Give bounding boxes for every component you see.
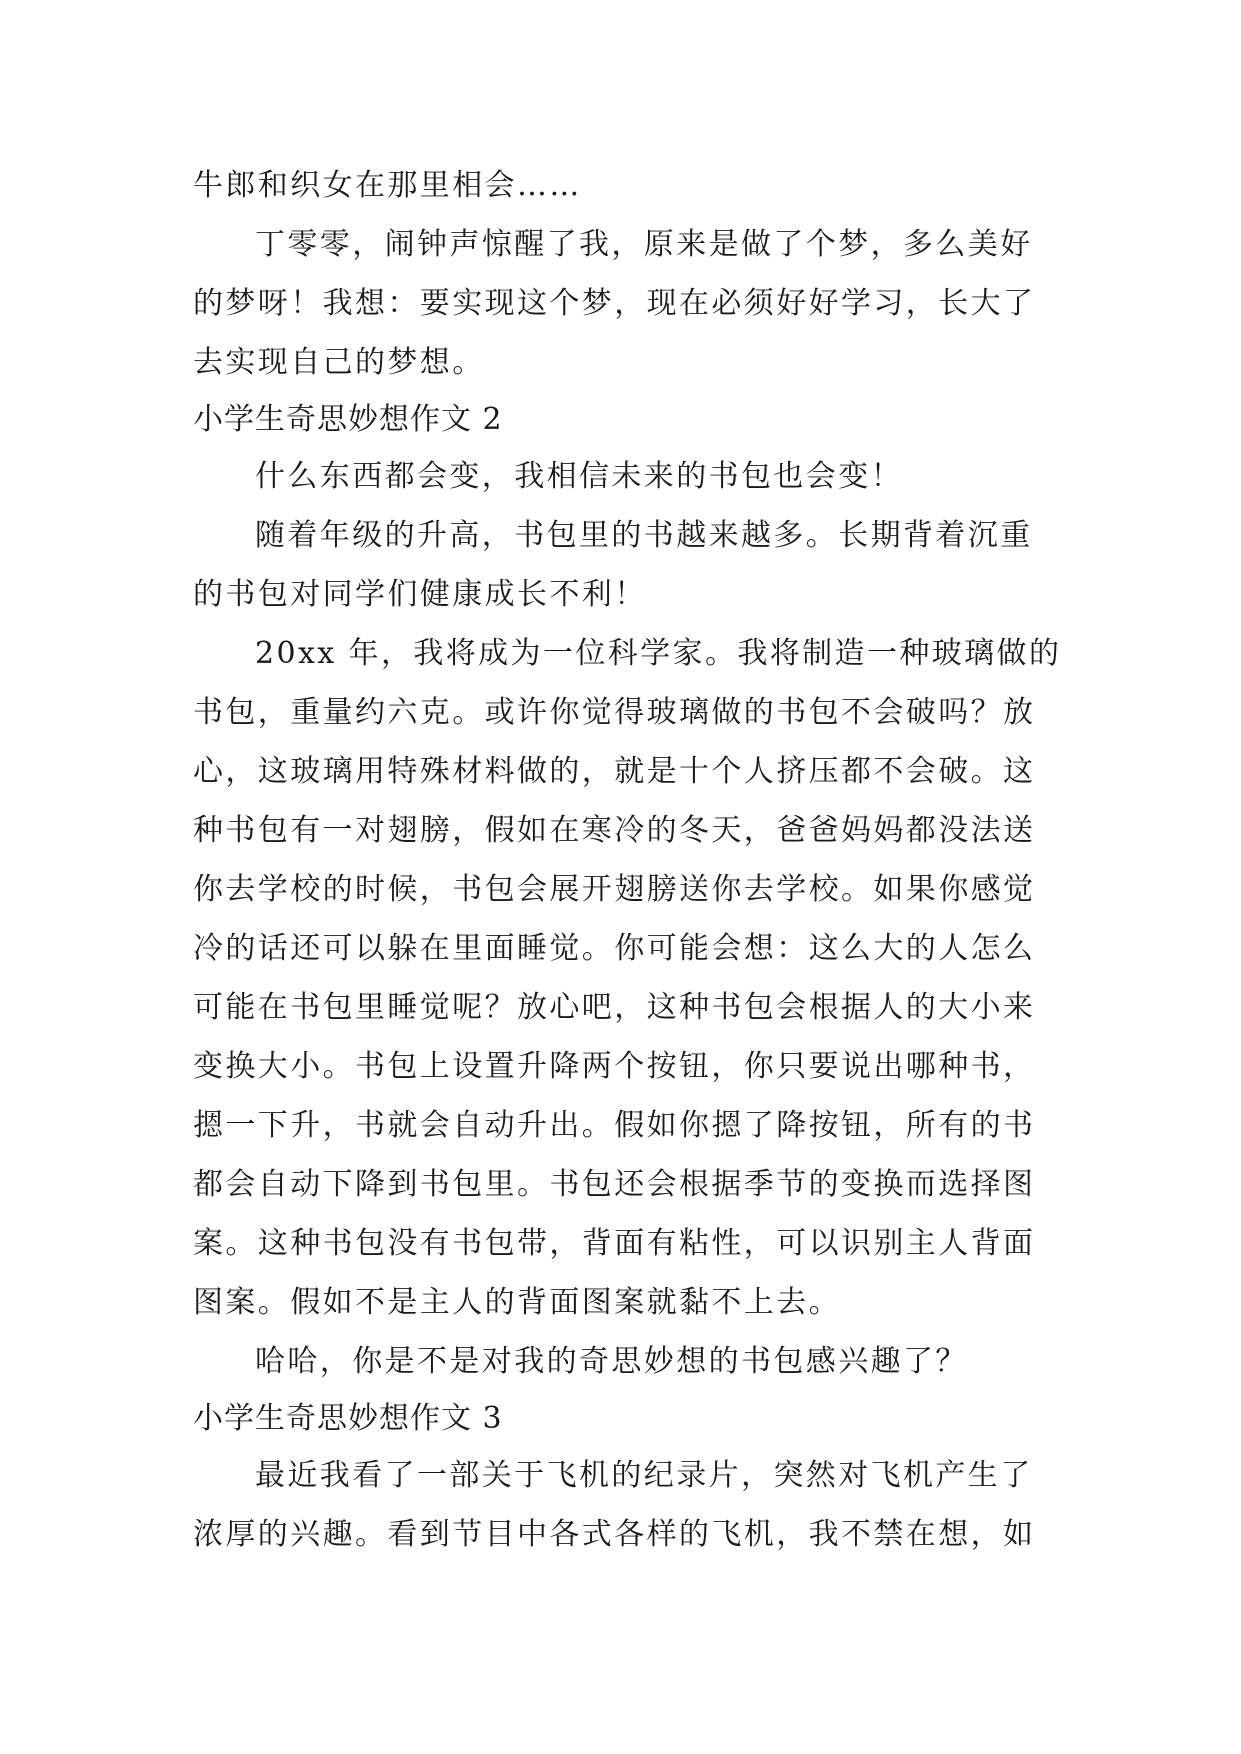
paragraph-line: 20xx 年，我将成为一位科学家。我将制造一种玻璃做的 — [255, 636, 1062, 671]
paragraph-line: 随着年级的升高，书包里的书越来越多。长期背着沉重 — [255, 518, 1033, 553]
paragraph-line: 心，这玻璃用特殊材料做的，就是十个人挤压都不会破。这 — [193, 754, 1036, 789]
paragraph-line: 种书包有一对翅膀，假如在寒冷的冬天，爸爸妈妈都没法送 — [193, 813, 1036, 848]
paragraph-line: 都会自动下降到书包里。书包还会根据季节的变换而选择图 — [193, 1167, 1036, 1202]
section-heading: 小学生奇思妙想作文 2 — [193, 402, 503, 437]
paragraph-line: 图案。假如不是主人的背面图案就黏不上去。 — [193, 1285, 841, 1320]
paragraph-line: 的梦呀！我想：要实现这个梦，现在必须好好学习，长大了 — [193, 286, 1036, 321]
paragraph-line: 变换大小。书包上设置升降两个按钮，你只要说出哪种书， — [193, 1049, 1036, 1084]
paragraph-line: 丁零零，闹钟声惊醒了我，原来是做了个梦，多么美好 — [255, 227, 1033, 262]
paragraph-line: 浓厚的兴趣。看到节目中各式各样的飞机，我不禁在想，如 — [193, 1517, 1036, 1552]
paragraph-line: 的书包对同学们健康成长不利！ — [193, 577, 647, 612]
paragraph-line: 去实现自己的梦想。 — [193, 345, 485, 380]
paragraph-line: 什么东西都会变，我相信未来的书包也会变！ — [255, 459, 903, 494]
paragraph-line: 哈哈，你是不是对我的奇思妙想的书包感兴趣了？ — [255, 1344, 968, 1379]
paragraph-line: 摁一下升，书就会自动升出。假如你摁了降按钮，所有的书 — [193, 1108, 1036, 1143]
paragraph-line: 书包，重量约六克。或许你觉得玻璃做的书包不会破吗？放 — [193, 695, 1036, 730]
paragraph-line: 案。这种书包没有书包带，背面有粘性，可以识别主人背面 — [193, 1226, 1036, 1261]
paragraph-line: 你去学校的时候，书包会展开翅膀送你去学校。如果你感觉 — [193, 872, 1036, 907]
paragraph-line: 最近我看了一部关于飞机的纪录片，突然对飞机产生了 — [255, 1458, 1033, 1493]
section-heading: 小学生奇思妙想作文 3 — [193, 1401, 503, 1436]
paragraph-line: 牛郎和织女在那里相会…… — [193, 168, 582, 203]
paragraph-line: 冷的话还可以躲在里面睡觉。你可能会想：这么大的人怎么 — [193, 931, 1036, 966]
paragraph-line: 可能在书包里睡觉呢？放心吧，这种书包会根据人的大小来 — [193, 990, 1036, 1025]
